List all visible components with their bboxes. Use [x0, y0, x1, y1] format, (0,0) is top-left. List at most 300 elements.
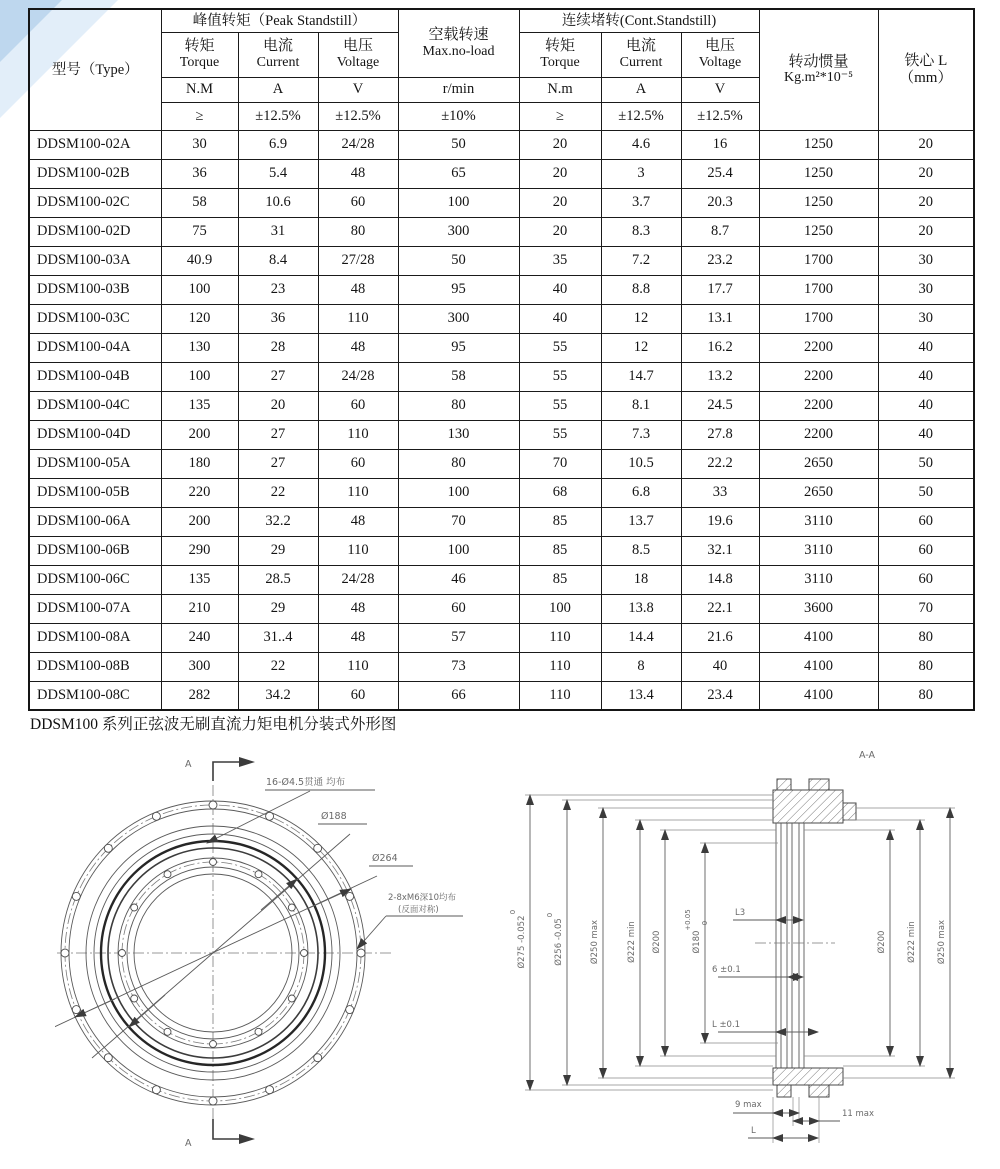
cell-cont_voltage: 13.2: [681, 362, 759, 391]
cell-inertia: 2200: [759, 391, 878, 420]
bolt-hole: [104, 844, 112, 852]
table-row: [29, 478, 974, 507]
cell-max_no_load: 80: [398, 449, 519, 478]
svg-text:Ø200: Ø200: [652, 930, 662, 954]
cell-type: DDSM100-06B: [29, 536, 161, 565]
cell-peak_current: 22: [238, 652, 318, 681]
cell-inertia: 4100: [759, 681, 878, 710]
d264-label: Ø264: [372, 853, 398, 864]
cell-core_l: 40: [878, 362, 974, 391]
header-cont-group: 连续堵转(Cont.Standstill): [519, 9, 759, 32]
cell-cont_voltage: 19.6: [681, 507, 759, 536]
header-peak-voltage: [318, 32, 398, 77]
cell-cont_torque: 55: [519, 333, 601, 362]
table-row: [29, 594, 974, 623]
cell-peak_torque: 75: [161, 217, 238, 246]
header-noload-en: Max.no-load: [422, 43, 495, 59]
dim-label-d250-left: [589, 920, 600, 964]
cell-max_no_load: 95: [398, 333, 519, 362]
cell-core_l: 30: [878, 246, 974, 275]
cell-cont_torque: 110: [519, 652, 601, 681]
dim-label-d200-right: [876, 931, 887, 954]
cell-inertia: 1250: [759, 217, 878, 246]
header-inertia-cn: 转动惯量: [788, 53, 849, 70]
dim-label-d222-right: [906, 921, 917, 963]
cell-peak_torque: 40.9: [161, 246, 238, 275]
unit-peak-voltage: V: [318, 77, 398, 102]
dim-nine-max: [733, 1100, 799, 1113]
cell-peak_torque: 290: [161, 536, 238, 565]
dim-label-d256: [546, 913, 564, 966]
svg-text:+0.05: +0.05: [684, 909, 692, 931]
cell-cont_current: 18: [601, 565, 681, 594]
cell-cont_current: 3.7: [601, 188, 681, 217]
cell-max_no_load: 95: [398, 275, 519, 304]
table-row: [29, 623, 974, 652]
m6-note-line2: (反面对称): [398, 905, 439, 915]
svg-text:11 max: 11 max: [842, 1109, 875, 1119]
cell-max_no_load: 50: [398, 246, 519, 275]
cell-max_no_load: 300: [398, 217, 519, 246]
peak-torque-en: Torque: [179, 55, 220, 71]
tol-cont-torque: ≥: [519, 102, 601, 130]
cell-peak_current: 36: [238, 304, 318, 333]
cell-peak_torque: 220: [161, 478, 238, 507]
cell-peak_current: 27: [238, 420, 318, 449]
cell-max_no_load: 73: [398, 652, 519, 681]
cell-peak_torque: 200: [161, 507, 238, 536]
svg-text:L3: L3: [735, 908, 746, 918]
dim-label-d250-right: [936, 920, 947, 964]
cell-peak_current: 31..4: [238, 623, 318, 652]
table-row: [29, 159, 974, 188]
peak-current-en: Current: [256, 55, 300, 71]
unit-peak-current: A: [238, 77, 318, 102]
cell-type: DDSM100-04D: [29, 420, 161, 449]
header-cont-current: [601, 32, 681, 77]
cell-peak_current: 32.2: [238, 507, 318, 536]
cell-type: DDSM100-05B: [29, 478, 161, 507]
cell-cont_current: 8.1: [601, 391, 681, 420]
cell-peak_voltage: 110: [318, 478, 398, 507]
cell-core_l: 20: [878, 159, 974, 188]
cell-cont_current: 13.8: [601, 594, 681, 623]
cell-cont_voltage: 23.2: [681, 246, 759, 275]
cell-peak_current: 29: [238, 594, 318, 623]
cell-cont_current: 6.8: [601, 478, 681, 507]
cell-core_l: 20: [878, 130, 974, 159]
table-row: [29, 217, 974, 246]
bolt-hole: [209, 1097, 217, 1105]
cell-cont_torque: 68: [519, 478, 601, 507]
cell-cont_torque: 55: [519, 420, 601, 449]
cell-peak_torque: 282: [161, 681, 238, 710]
cell-peak_torque: 100: [161, 275, 238, 304]
cell-max_no_load: 80: [398, 391, 519, 420]
cell-peak_voltage: 110: [318, 536, 398, 565]
cell-peak_torque: 240: [161, 623, 238, 652]
cell-cont_voltage: 8.7: [681, 217, 759, 246]
cell-peak_current: 31: [238, 217, 318, 246]
cell-cont_current: 8.8: [601, 275, 681, 304]
cell-cont_torque: 110: [519, 681, 601, 710]
cell-peak_current: 6.9: [238, 130, 318, 159]
header-peak-current: [238, 32, 318, 77]
table-row: [29, 420, 974, 449]
dim-l: [748, 1126, 818, 1138]
table-row: [29, 275, 974, 304]
cell-cont_current: 12: [601, 304, 681, 333]
cell-cont_current: 12: [601, 333, 681, 362]
cell-core_l: 80: [878, 681, 974, 710]
header-type: 型号（Type）: [29, 9, 161, 130]
cont-current-cn: 电流: [625, 38, 656, 55]
cell-cont_torque: 35: [519, 246, 601, 275]
tol-cont-current: ±12.5%: [601, 102, 681, 130]
cell-peak_torque: 180: [161, 449, 238, 478]
cell-type: DDSM100-02B: [29, 159, 161, 188]
header-noload-cn: 空载转速: [428, 27, 489, 44]
m6-note-line1: 2-8xM6深10均布: [388, 893, 456, 903]
bolt-hole: [266, 1086, 274, 1094]
cell-peak_voltage: 60: [318, 188, 398, 217]
cell-type: DDSM100-04B: [29, 362, 161, 391]
cell-peak_torque: 130: [161, 333, 238, 362]
svg-text:Ø250 max: Ø250 max: [937, 919, 947, 965]
cell-cont_current: 8: [601, 652, 681, 681]
cell-core_l: 50: [878, 478, 974, 507]
cell-inertia: 1250: [759, 159, 878, 188]
bolt-hole: [314, 1054, 322, 1062]
dim-eleven-max: [793, 1109, 874, 1121]
header-cont-torque: [519, 32, 601, 77]
table-row: [29, 391, 974, 420]
cell-cont_voltage: 17.7: [681, 275, 759, 304]
cell-peak_voltage: 60: [318, 391, 398, 420]
cell-cont_voltage: 32.1: [681, 536, 759, 565]
tol-speed: ±10%: [398, 102, 519, 130]
table-row: [29, 246, 974, 275]
dim-label-d200-left: [651, 931, 662, 954]
cell-peak_voltage: 24/28: [318, 130, 398, 159]
cell-type: DDSM100-03C: [29, 304, 161, 333]
cell-type: DDSM100-07A: [29, 594, 161, 623]
cell-core_l: 40: [878, 333, 974, 362]
cell-core_l: 40: [878, 391, 974, 420]
cell-peak_voltage: 110: [318, 652, 398, 681]
cell-cont_torque: 85: [519, 507, 601, 536]
cell-peak_current: 23: [238, 275, 318, 304]
bolt-hole: [288, 995, 295, 1002]
cell-max_no_load: 46: [398, 565, 519, 594]
cell-inertia: 2650: [759, 449, 878, 478]
section-letter-top: A: [185, 759, 192, 770]
cell-peak_current: 5.4: [238, 159, 318, 188]
dim-l3: [733, 908, 803, 920]
cell-peak_voltage: 48: [318, 333, 398, 362]
cell-cont_voltage: 20.3: [681, 188, 759, 217]
bolt-hole: [209, 801, 217, 809]
table-row: [29, 536, 974, 565]
bolt-hole: [357, 949, 365, 957]
cell-core_l: 70: [878, 594, 974, 623]
header-core-cn: 铁心 L: [904, 52, 948, 69]
cell-max_no_load: 100: [398, 536, 519, 565]
cont-voltage-en: Voltage: [698, 55, 742, 71]
cell-peak_current: 27: [238, 362, 318, 391]
bolt-hole: [119, 950, 126, 957]
cell-type: DDSM100-03B: [29, 275, 161, 304]
cell-peak_current: 29: [238, 536, 318, 565]
cell-cont_voltage: 22.1: [681, 594, 759, 623]
tol-peak-voltage: ±12.5%: [318, 102, 398, 130]
cell-cont_torque: 85: [519, 565, 601, 594]
svg-text:0: 0: [701, 920, 709, 926]
cell-core_l: 20: [878, 188, 974, 217]
table-row: [29, 188, 974, 217]
cell-cont_current: 3: [601, 159, 681, 188]
table-row: [29, 130, 974, 159]
cell-cont_torque: 55: [519, 391, 601, 420]
bolt-hole: [104, 1054, 112, 1062]
svg-text:0: 0: [546, 912, 554, 918]
cell-peak_current: 8.4: [238, 246, 318, 275]
cell-cont_voltage: 23.4: [681, 681, 759, 710]
cell-core_l: 30: [878, 304, 974, 333]
header-cont-voltage: [681, 32, 759, 77]
cell-type: DDSM100-08C: [29, 681, 161, 710]
cell-cont_current: 7.3: [601, 420, 681, 449]
spec-table-head: [29, 9, 974, 130]
cell-type: DDSM100-02C: [29, 188, 161, 217]
cell-peak_current: 27: [238, 449, 318, 478]
cell-cont_torque: 100: [519, 594, 601, 623]
cell-peak_torque: 30: [161, 130, 238, 159]
cell-inertia: 3600: [759, 594, 878, 623]
cont-torque-cn: 转矩: [544, 38, 575, 55]
cell-core_l: 30: [878, 275, 974, 304]
section-marker-top: [185, 757, 255, 781]
cell-core_l: 60: [878, 565, 974, 594]
cell-type: DDSM100-03A: [29, 246, 161, 275]
cell-cont_current: 14.7: [601, 362, 681, 391]
svg-text:9 max: 9 max: [735, 1100, 762, 1110]
cell-peak_voltage: 24/28: [318, 362, 398, 391]
cell-peak_current: 28.5: [238, 565, 318, 594]
cell-cont_voltage: 13.1: [681, 304, 759, 333]
unit-cont-current: A: [601, 77, 681, 102]
peak-voltage-en: Voltage: [336, 55, 380, 71]
bolt-hole: [266, 812, 274, 820]
cell-peak_torque: 36: [161, 159, 238, 188]
cell-cont_torque: 55: [519, 362, 601, 391]
spec-table: [28, 8, 975, 711]
cell-cont_voltage: 16.2: [681, 333, 759, 362]
cell-core_l: 50: [878, 449, 974, 478]
cell-max_no_load: 70: [398, 507, 519, 536]
cell-core_l: 80: [878, 623, 974, 652]
cell-cont_current: 4.6: [601, 130, 681, 159]
svg-text:6 ±0.1: 6 ±0.1: [712, 965, 741, 975]
section-title: A-A: [858, 750, 876, 761]
cell-peak_torque: 210: [161, 594, 238, 623]
cell-cont_current: 13.7: [601, 507, 681, 536]
bolt-hole: [61, 949, 69, 957]
cont-torque-en: Torque: [540, 55, 580, 71]
bolt-hole: [288, 904, 295, 911]
cell-peak_voltage: 24/28: [318, 565, 398, 594]
table-row: [29, 681, 974, 710]
cell-peak_current: 28: [238, 333, 318, 362]
bolt-hole: [210, 859, 217, 866]
tol-peak-torque: ≥: [161, 102, 238, 130]
bolt-hole: [72, 892, 80, 900]
cell-peak_voltage: 48: [318, 159, 398, 188]
cell-cont_torque: 20: [519, 188, 601, 217]
svg-text:Ø250 max: Ø250 max: [590, 919, 600, 965]
dim-label-d275: [509, 910, 527, 969]
cell-peak_voltage: 48: [318, 275, 398, 304]
cell-type: DDSM100-08B: [29, 652, 161, 681]
table-row: [29, 449, 974, 478]
table-row: [29, 304, 974, 333]
header-inertia: [759, 9, 878, 130]
cell-peak_torque: 135: [161, 391, 238, 420]
cell-core_l: 60: [878, 536, 974, 565]
svg-text:Ø200: Ø200: [877, 930, 887, 954]
unit-cont-torque: N.m: [519, 77, 601, 102]
front-view-drawing: [55, 753, 475, 1169]
cell-inertia: 2200: [759, 362, 878, 391]
cell-cont_voltage: 40: [681, 652, 759, 681]
cell-cont_torque: 20: [519, 217, 601, 246]
cell-cont_voltage: 14.8: [681, 565, 759, 594]
cell-inertia: 1700: [759, 275, 878, 304]
cell-core_l: 80: [878, 652, 974, 681]
cell-peak_voltage: 48: [318, 507, 398, 536]
cell-type: DDSM100-05A: [29, 449, 161, 478]
cell-peak_voltage: 60: [318, 449, 398, 478]
cell-inertia: 3110: [759, 507, 878, 536]
cell-peak_torque: 300: [161, 652, 238, 681]
cell-type: DDSM100-08A: [29, 623, 161, 652]
cell-core_l: 20: [878, 217, 974, 246]
unit-cont-voltage: V: [681, 77, 759, 102]
svg-text:Ø222 min: Ø222 min: [907, 921, 917, 963]
svg-text:L: L: [751, 1126, 756, 1136]
figure-caption: DDSM100 系列正弦波无刷直流力矩电机分装式外形图: [30, 716, 397, 733]
cell-cont_current: 7.2: [601, 246, 681, 275]
cell-cont_voltage: 25.4: [681, 159, 759, 188]
cell-peak_voltage: 48: [318, 594, 398, 623]
bolt-hole: [346, 892, 354, 900]
bolt-hole: [164, 871, 171, 878]
cell-max_no_load: 66: [398, 681, 519, 710]
table-row: [29, 333, 974, 362]
cell-type: DDSM100-06A: [29, 507, 161, 536]
cell-peak_torque: 120: [161, 304, 238, 333]
cell-inertia: 4100: [759, 652, 878, 681]
cell-type: DDSM100-02A: [29, 130, 161, 159]
cell-cont_torque: 20: [519, 130, 601, 159]
cell-peak_torque: 100: [161, 362, 238, 391]
cell-peak_torque: 135: [161, 565, 238, 594]
peak-current-cn: 电流: [262, 38, 293, 55]
header-noload: [398, 9, 519, 77]
cell-cont_voltage: 27.8: [681, 420, 759, 449]
cont-current-en: Current: [619, 55, 663, 71]
bolt-hole: [346, 1006, 354, 1014]
svg-text:Ø256 -0.05: Ø256 -0.05: [554, 918, 564, 966]
cell-cont_current: 8.5: [601, 536, 681, 565]
cell-peak_voltage: 110: [318, 304, 398, 333]
table-row: [29, 565, 974, 594]
cell-cont_current: 13.4: [601, 681, 681, 710]
cell-max_no_load: 57: [398, 623, 519, 652]
peak-voltage-cn: 电压: [342, 38, 373, 55]
svg-text:Ø222 min: Ø222 min: [627, 921, 637, 963]
motor-section-body: [755, 779, 856, 1097]
cell-inertia: 4100: [759, 623, 878, 652]
table-row: [29, 652, 974, 681]
cell-inertia: 2200: [759, 420, 878, 449]
cell-max_no_load: 130: [398, 420, 519, 449]
tol-cont-voltage: ±12.5%: [681, 102, 759, 130]
cell-cont_torque: 110: [519, 623, 601, 652]
cell-type: DDSM100-04A: [29, 333, 161, 362]
svg-text:Ø275 -0.052: Ø275 -0.052: [517, 915, 527, 969]
cell-peak_voltage: 80: [318, 217, 398, 246]
header-peak-torque: [161, 32, 238, 77]
cell-inertia: 1700: [759, 304, 878, 333]
cell-peak_current: 34.2: [238, 681, 318, 710]
section-letter-bottom: A: [185, 1138, 192, 1149]
cell-max_no_load: 58: [398, 362, 519, 391]
cell-cont_torque: 70: [519, 449, 601, 478]
section-marker-bottom: [185, 1119, 255, 1149]
peak-torque-cn: 转矩: [184, 38, 215, 55]
unit-peak-torque: N.M: [161, 77, 238, 102]
cell-peak_voltage: 27/28: [318, 246, 398, 275]
hole-note-label: 16-Ø4.5贯通 均布: [266, 777, 346, 788]
cell-cont_voltage: 24.5: [681, 391, 759, 420]
dim-l-tol: [712, 1020, 818, 1032]
svg-text:0: 0: [509, 909, 517, 915]
cell-inertia: 1250: [759, 130, 878, 159]
cell-inertia: 2650: [759, 478, 878, 507]
cell-peak_current: 10.6: [238, 188, 318, 217]
cell-inertia: 1250: [759, 188, 878, 217]
cell-cont_voltage: 33: [681, 478, 759, 507]
cell-max_no_load: 60: [398, 594, 519, 623]
cell-type: DDSM100-04C: [29, 391, 161, 420]
cell-peak_current: 22: [238, 478, 318, 507]
cell-peak_voltage: 60: [318, 681, 398, 710]
unit-speed: r/min: [398, 77, 519, 102]
bolt-hole: [255, 871, 262, 878]
bolt-hole: [210, 1041, 217, 1048]
bolt-hole: [314, 844, 322, 852]
d188-label: Ø188: [321, 811, 347, 822]
cell-cont_current: 8.3: [601, 217, 681, 246]
cell-inertia: 3110: [759, 565, 878, 594]
bolt-hole: [152, 1086, 160, 1094]
header-inertia-unit: Kg.m²*10⁻⁵: [784, 70, 854, 86]
cell-max_no_load: 100: [398, 478, 519, 507]
cell-cont_torque: 40: [519, 275, 601, 304]
spec-table-body: [29, 130, 974, 710]
bolt-hole: [164, 1028, 171, 1035]
